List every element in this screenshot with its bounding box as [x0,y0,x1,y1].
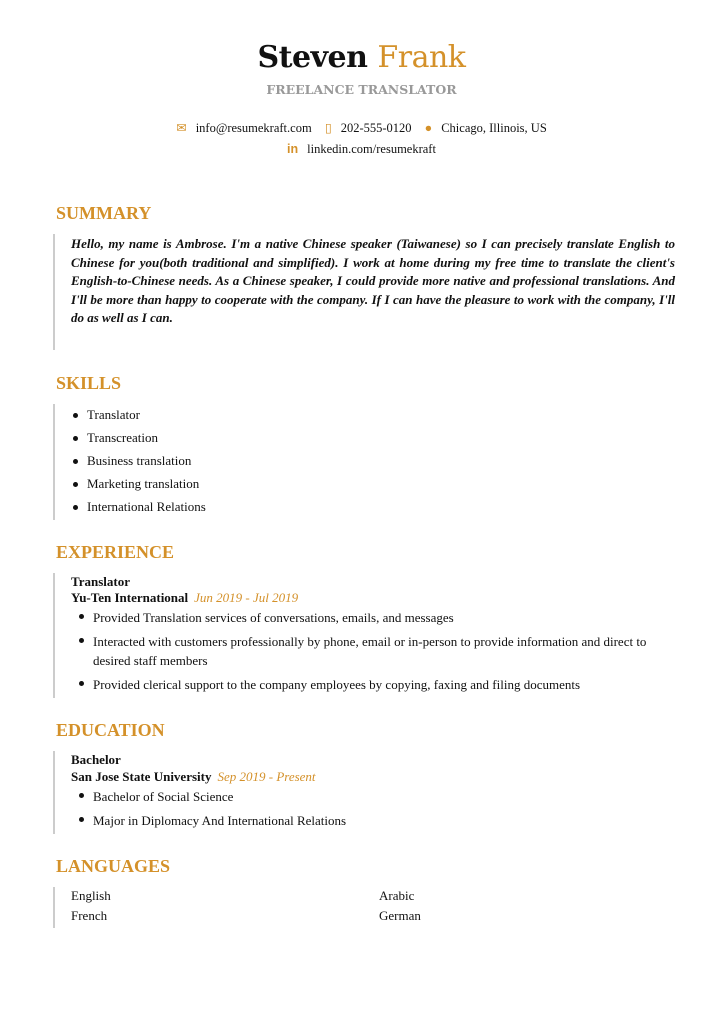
job-dates: Jun 2019 - Jul 2019 [194,590,299,605]
section-divider [53,751,55,834]
linkedin-row [0,142,723,157]
section-divider [53,404,55,520]
summary-text: Hello, my name is Ambrose. I'm a native Chinese speaker (Taiwanese) so I can precisely translate English to Chinese for you(both traditional and simplified). I work at home during my free time to translate the client's English-to-Chinese needs. As a Chinese speaker, I could provide more native and professional translations. And I'll be more than happy to cooperate with the company. If I can have the pleasure to work with the company, I'll do as well as I can. [71,236,675,325]
section-divider [53,234,55,350]
phone: 202-555-0120 [340,121,412,135]
skills-list [71,407,206,522]
linkedin-link[interactable]: linkedin.com/resumekraft [307,142,436,156]
skill-item: Translator [71,407,206,430]
education-bullet: Bachelor of Social Science [77,787,682,806]
candidate-name [0,40,723,75]
skill-item: Business translation [71,453,206,476]
skills-heading: SKILLS [56,373,122,393]
languages-heading: LANGUAGES [56,856,171,876]
language-item: English [71,888,111,903]
experience-bullet: Interacted with customers professionally by phone, email or in-person to provide information and direct to desired staff members [77,632,682,670]
job-company-line [71,590,298,606]
experience-heading: EXPERIENCE [56,542,175,562]
skill-item: International Relations [71,499,206,522]
section-divider [53,573,55,698]
location-pin-icon: ● [424,121,433,135]
language-item: German [379,908,421,923]
company: Yu-Ten International [71,590,189,605]
school: San Jose State University [71,769,212,784]
phone-icon: ▯ [324,121,332,135]
job-title: FREELANCE TRANSLATOR [266,82,457,97]
experience-bullet: Provided clerical support to the company employees by copying, faxing and filing documents [77,675,682,694]
education-dates: Sep 2019 - Present [217,769,316,784]
summary-heading: SUMMARY [56,203,152,223]
linkedin-icon: in [287,142,299,156]
contact-row [0,120,723,136]
first-name: Steven [257,40,368,75]
skill-item: Marketing translation [71,476,206,499]
skill-item: Transcreation [71,430,206,453]
education-heading: EDUCATION [56,720,165,740]
email-icon: ✉ [176,121,187,135]
language-item: French [71,908,108,923]
degree: Bachelor [71,752,121,767]
school-line [71,769,316,785]
experience-bullet: Provided Translation services of conversations, emails, and messages [77,608,682,627]
education-bullet: Major in Diplomacy And International Relations [77,811,682,830]
section-divider [53,887,55,928]
last-name: Frank [377,40,466,75]
email[interactable]: info@resumekraft.com [195,121,312,135]
education-bullets [77,787,682,835]
language-item: Arabic [379,888,415,903]
experience-bullets [77,608,682,699]
location: Chicago, Illinois, US [441,121,547,135]
job-role: Translator [71,574,130,589]
